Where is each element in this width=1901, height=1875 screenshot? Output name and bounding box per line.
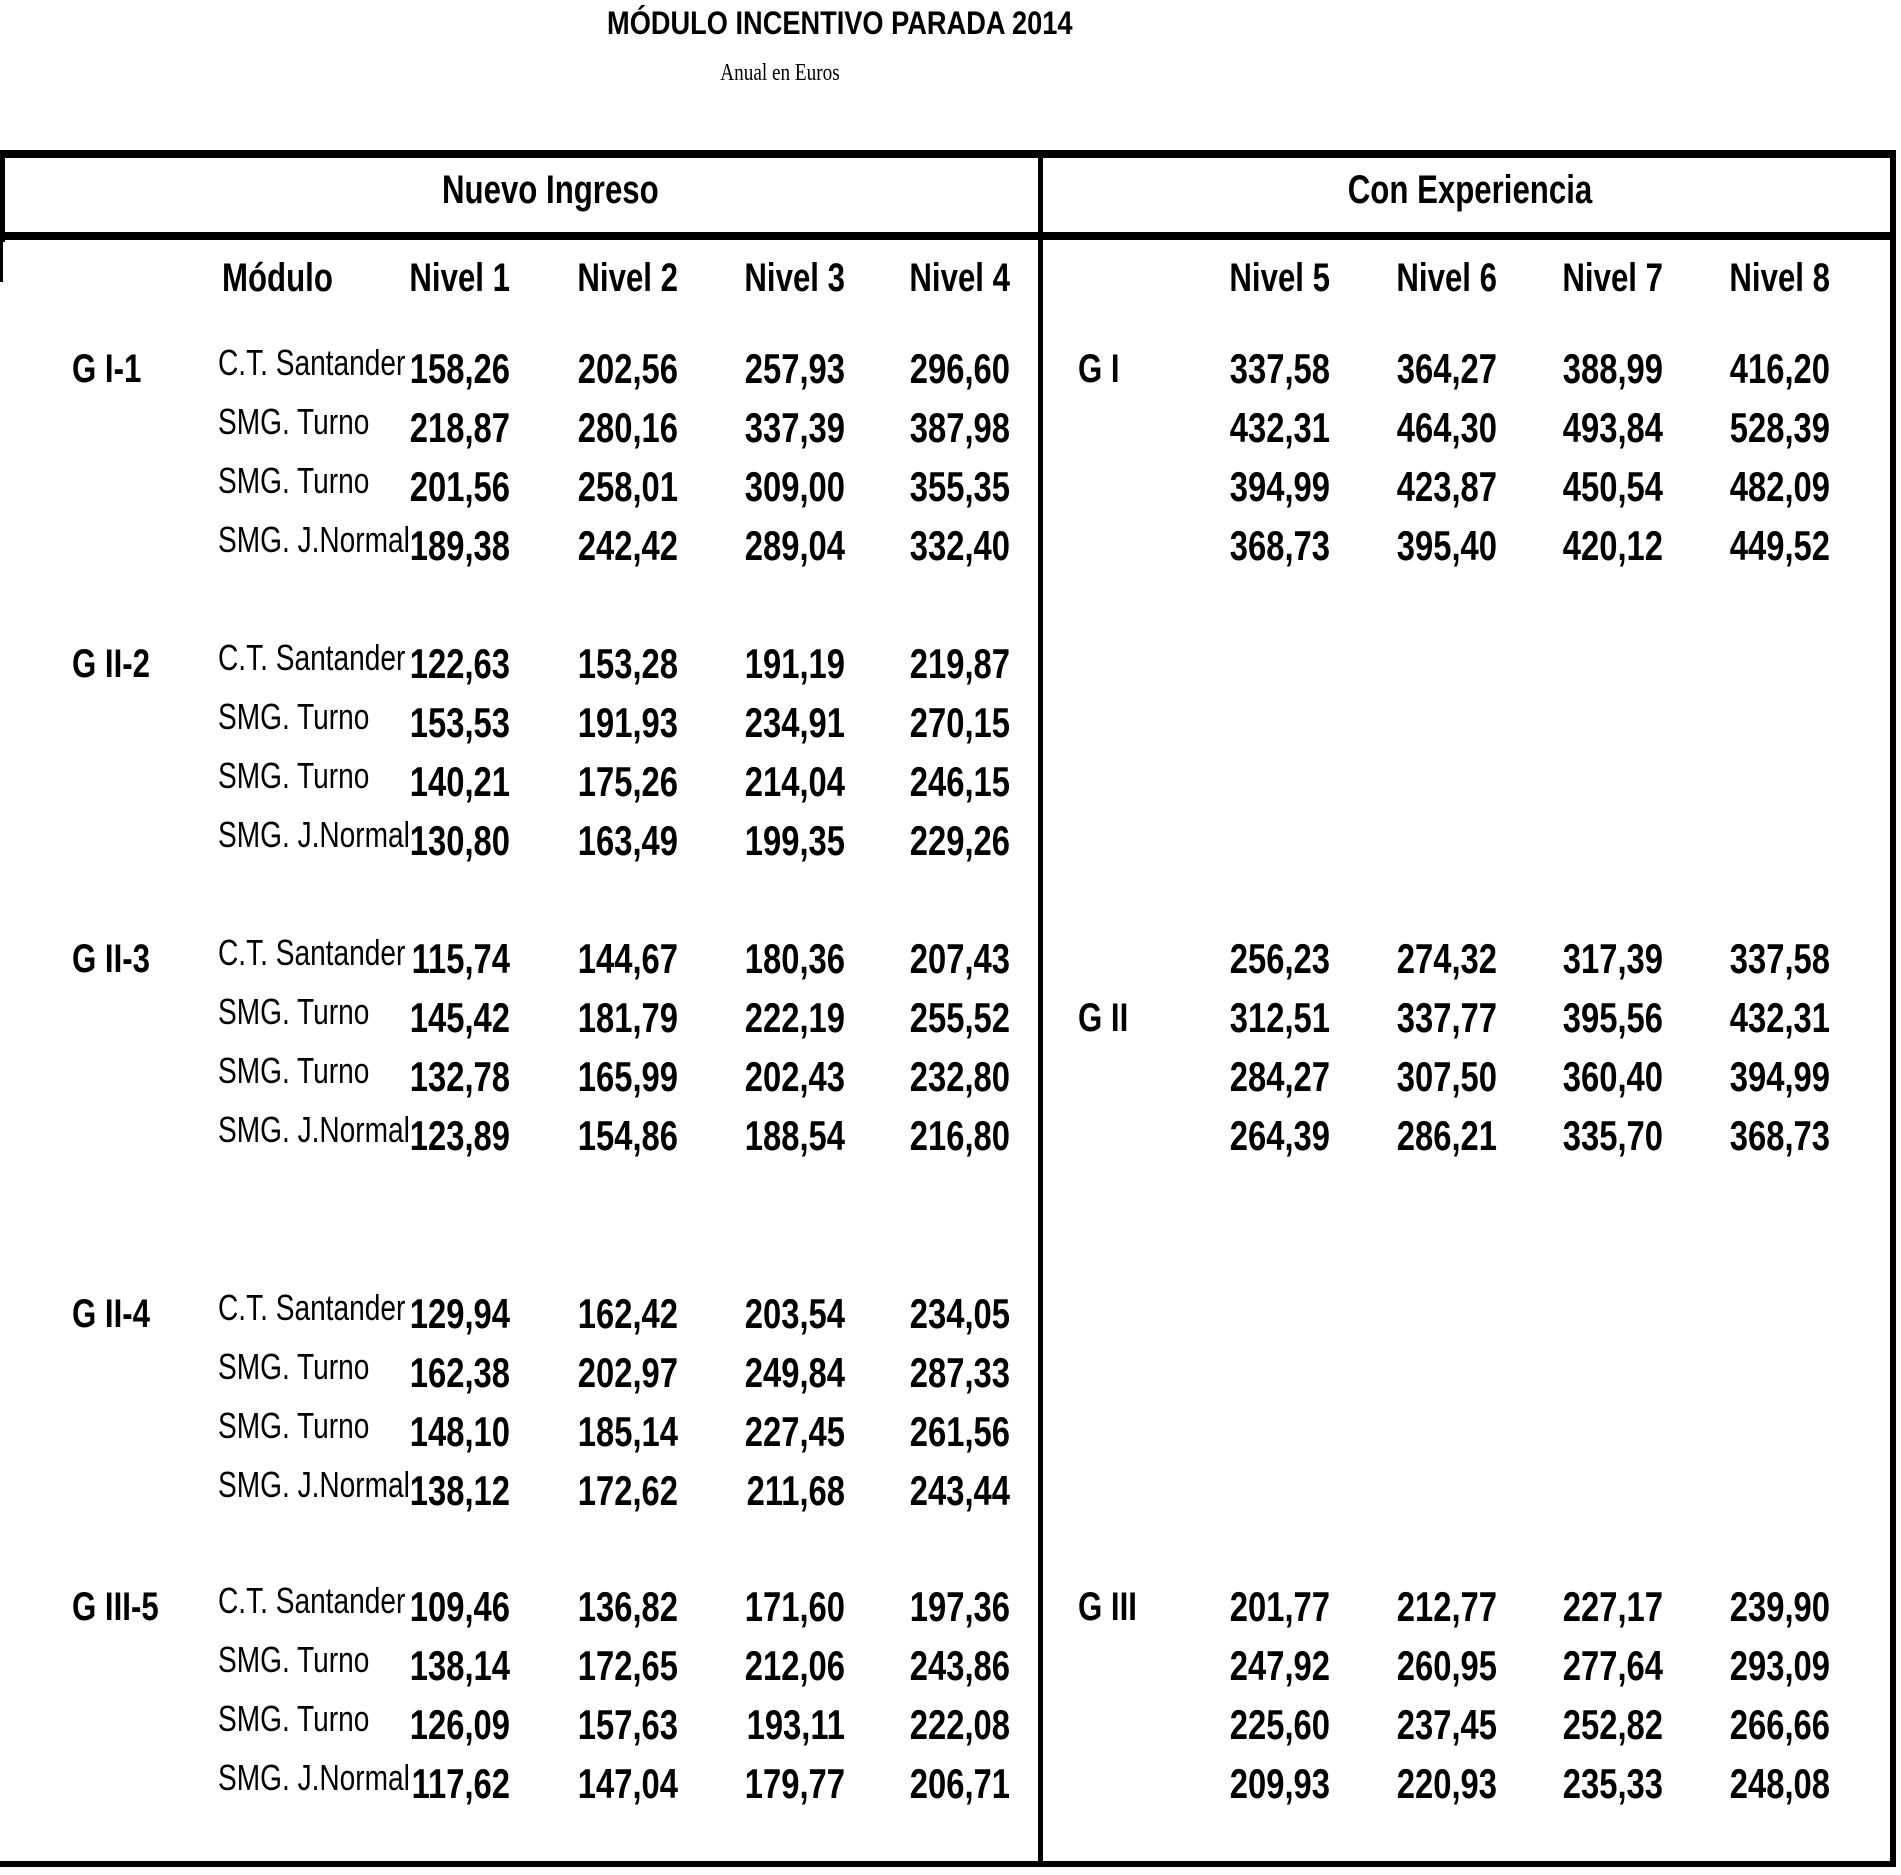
value-cell: 395,56 <box>1562 994 1663 1041</box>
column-header-nivel-5: Nivel 5 <box>1229 256 1330 300</box>
column-header-nivel-6: Nivel 6 <box>1396 256 1497 300</box>
page-subtitle: Anual en Euros <box>720 60 840 86</box>
value-cell: 317,39 <box>1562 935 1663 982</box>
value-cell: 202,43 <box>744 1053 845 1100</box>
value-cell: 153,28 <box>577 640 678 687</box>
value-cell: 246,15 <box>909 758 1010 805</box>
value-cell: 493,84 <box>1562 404 1663 451</box>
modulo-label: SMG. Turno <box>218 991 370 1032</box>
modulo-label: SMG. Turno <box>218 755 370 796</box>
frame-left-edge-tick <box>0 242 3 282</box>
value-cell: 286,21 <box>1396 1112 1497 1159</box>
modulo-label: SMG. Turno <box>218 401 370 442</box>
value-cell: 464,30 <box>1396 404 1497 451</box>
value-cell: 117,62 <box>411 1760 510 1807</box>
value-cell: 140,21 <box>409 758 510 805</box>
column-header-nivel-4: Nivel 4 <box>909 256 1010 300</box>
value-cell: 158,26 <box>409 345 510 392</box>
value-cell: 387,98 <box>909 404 1010 451</box>
value-cell: 274,32 <box>1396 935 1497 982</box>
value-cell: 309,00 <box>744 463 845 510</box>
value-cell: 229,26 <box>909 817 1010 864</box>
value-cell: 201,77 <box>1229 1583 1330 1630</box>
value-cell: 249,84 <box>744 1349 845 1396</box>
value-cell: 528,39 <box>1729 404 1830 451</box>
value-cell: 395,40 <box>1396 522 1497 569</box>
modulo-label: SMG. Turno <box>218 1405 370 1446</box>
value-cell: 482,09 <box>1729 463 1830 510</box>
value-cell: 172,65 <box>577 1642 678 1689</box>
value-cell: 232,80 <box>909 1053 1010 1100</box>
value-cell: 235,33 <box>1562 1760 1663 1807</box>
value-cell: 337,77 <box>1396 994 1497 1041</box>
value-cell: 185,14 <box>577 1408 678 1455</box>
column-header-nivel-2: Nivel 2 <box>577 256 678 300</box>
value-cell: 191,19 <box>744 640 845 687</box>
modulo-label: C.T. Santander <box>218 637 406 678</box>
value-cell: 212,77 <box>1396 1583 1497 1630</box>
modulo-label: C.T. Santander <box>218 1580 406 1621</box>
modulo-label: SMG. Turno <box>218 696 370 737</box>
value-cell: 256,23 <box>1229 935 1330 982</box>
value-cell: 180,36 <box>744 935 845 982</box>
modulo-label: SMG. Turno <box>218 1346 370 1387</box>
value-cell: 416,20 <box>1729 345 1830 392</box>
group-label: G II-4 <box>72 1292 151 1336</box>
value-cell: 360,40 <box>1562 1053 1663 1100</box>
value-cell: 148,10 <box>409 1408 510 1455</box>
value-cell: 307,50 <box>1396 1053 1497 1100</box>
value-cell: 165,99 <box>577 1053 678 1100</box>
group-label: G II <box>1078 996 1129 1040</box>
value-cell: 388,99 <box>1562 345 1663 392</box>
value-cell: 337,58 <box>1729 935 1830 982</box>
value-cell: 147,04 <box>577 1760 678 1807</box>
group-label: G III-5 <box>72 1585 159 1629</box>
value-cell: 332,40 <box>909 522 1010 569</box>
value-cell: 258,01 <box>577 463 678 510</box>
value-cell: 207,43 <box>909 935 1010 982</box>
value-cell: 126,09 <box>409 1701 510 1748</box>
value-cell: 432,31 <box>1729 994 1830 1041</box>
value-cell: 335,70 <box>1562 1112 1663 1159</box>
value-cell: 129,94 <box>409 1290 510 1337</box>
value-cell: 394,99 <box>1229 463 1330 510</box>
page-title: MÓDULO INCENTIVO PARADA 2014 <box>607 5 1073 41</box>
value-cell: 123,89 <box>409 1112 510 1159</box>
value-cell: 234,05 <box>909 1290 1010 1337</box>
section-divider <box>1038 150 1043 1867</box>
value-cell: 206,71 <box>909 1760 1010 1807</box>
modulo-label: SMG. J.Normal <box>218 1464 410 1505</box>
value-cell: 153,53 <box>409 699 510 746</box>
modulo-label: SMG. J.Normal <box>218 814 410 855</box>
value-cell: 171,60 <box>744 1583 845 1630</box>
column-header-nivel-1: Nivel 1 <box>409 256 510 300</box>
modulo-label: SMG. J.Normal <box>218 1757 410 1798</box>
value-cell: 432,31 <box>1229 404 1330 451</box>
value-cell: 220,93 <box>1396 1760 1497 1807</box>
value-cell: 225,60 <box>1229 1701 1330 1748</box>
group-label: G I <box>1078 347 1120 391</box>
value-cell: 270,15 <box>909 699 1010 746</box>
column-header-nivel-7: Nivel 7 <box>1562 256 1663 300</box>
value-cell: 193,11 <box>746 1701 845 1748</box>
value-cell: 289,04 <box>744 522 845 569</box>
value-cell: 296,60 <box>909 345 1010 392</box>
value-cell: 312,51 <box>1229 994 1330 1041</box>
value-cell: 197,36 <box>909 1583 1010 1630</box>
value-cell: 266,66 <box>1729 1701 1830 1748</box>
value-cell: 257,93 <box>744 345 845 392</box>
modulo-label: SMG. Turno <box>218 1050 370 1091</box>
group-label: G I-1 <box>72 347 142 391</box>
value-cell: 179,77 <box>744 1760 845 1807</box>
value-cell: 255,52 <box>909 994 1010 1041</box>
value-cell: 368,73 <box>1729 1112 1830 1159</box>
modulo-label: C.T. Santander <box>218 1287 406 1328</box>
column-header-nivel-3: Nivel 3 <box>744 256 845 300</box>
value-cell: 163,49 <box>577 817 678 864</box>
value-cell: 243,86 <box>909 1642 1010 1689</box>
value-cell: 222,08 <box>909 1701 1010 1748</box>
modulo-label: C.T. Santander <box>218 342 406 383</box>
value-cell: 154,86 <box>577 1112 678 1159</box>
value-cell: 337,39 <box>744 404 845 451</box>
column-header-modulo: Módulo <box>222 256 333 300</box>
value-cell: 191,93 <box>577 699 678 746</box>
modulo-label: SMG. Turno <box>218 460 370 501</box>
value-cell: 202,97 <box>577 1349 678 1396</box>
value-cell: 136,82 <box>577 1583 678 1630</box>
value-cell: 368,73 <box>1229 522 1330 569</box>
value-cell: 188,54 <box>744 1112 845 1159</box>
value-cell: 202,56 <box>577 345 678 392</box>
value-cell: 181,79 <box>577 994 678 1041</box>
value-cell: 115,74 <box>411 935 510 982</box>
value-cell: 261,56 <box>909 1408 1010 1455</box>
value-cell: 218,87 <box>409 404 510 451</box>
value-cell: 239,90 <box>1729 1583 1830 1630</box>
value-cell: 264,39 <box>1229 1112 1330 1159</box>
value-cell: 449,52 <box>1729 522 1830 569</box>
column-header-nivel-8: Nivel 8 <box>1729 256 1830 300</box>
value-cell: 219,87 <box>909 640 1010 687</box>
value-cell: 212,06 <box>744 1642 845 1689</box>
section-title-con-experiencia: Con Experiencia <box>1347 168 1593 212</box>
value-cell: 423,87 <box>1396 463 1497 510</box>
group-label: G II-3 <box>72 937 151 981</box>
value-cell: 222,19 <box>744 994 845 1041</box>
modulo-label: SMG. J.Normal <box>218 1109 410 1150</box>
group-label: G II-2 <box>72 642 151 686</box>
value-cell: 109,46 <box>409 1583 510 1630</box>
value-cell: 248,08 <box>1729 1760 1830 1807</box>
modulo-label: SMG. Turno <box>218 1639 370 1680</box>
value-cell: 138,14 <box>409 1642 510 1689</box>
value-cell: 214,04 <box>744 758 845 805</box>
value-cell: 201,56 <box>409 463 510 510</box>
value-cell: 227,17 <box>1562 1583 1663 1630</box>
group-label: G III <box>1078 1585 1137 1629</box>
value-cell: 211,68 <box>746 1467 845 1514</box>
value-cell: 242,42 <box>577 522 678 569</box>
value-cell: 209,93 <box>1229 1760 1330 1807</box>
value-cell: 277,64 <box>1562 1642 1663 1689</box>
value-cell: 287,33 <box>909 1349 1010 1396</box>
value-cell: 280,16 <box>577 404 678 451</box>
value-cell: 122,63 <box>409 640 510 687</box>
value-cell: 138,12 <box>409 1467 510 1514</box>
value-cell: 172,62 <box>577 1467 678 1514</box>
value-cell: 450,54 <box>1562 463 1663 510</box>
value-cell: 355,35 <box>909 463 1010 510</box>
value-cell: 144,67 <box>577 935 678 982</box>
value-cell: 189,38 <box>409 522 510 569</box>
value-cell: 162,38 <box>409 1349 510 1396</box>
value-cell: 293,09 <box>1729 1642 1830 1689</box>
value-cell: 227,45 <box>744 1408 845 1455</box>
value-cell: 199,35 <box>744 817 845 864</box>
value-cell: 157,63 <box>577 1701 678 1748</box>
value-cell: 237,45 <box>1396 1701 1497 1748</box>
value-cell: 203,54 <box>744 1290 845 1337</box>
value-cell: 420,12 <box>1562 522 1663 569</box>
header-separator <box>0 232 1896 240</box>
section-title-nuevo-ingreso: Nuevo Ingreso <box>442 168 659 212</box>
value-cell: 394,99 <box>1729 1053 1830 1100</box>
frame-left-edge <box>0 150 5 242</box>
modulo-label: SMG. Turno <box>218 1698 370 1739</box>
value-cell: 175,26 <box>577 758 678 805</box>
modulo-label: C.T. Santander <box>218 932 406 973</box>
value-cell: 247,92 <box>1229 1642 1330 1689</box>
value-cell: 243,44 <box>909 1467 1010 1514</box>
value-cell: 252,82 <box>1562 1701 1663 1748</box>
value-cell: 260,95 <box>1396 1642 1497 1689</box>
value-cell: 132,78 <box>409 1053 510 1100</box>
value-cell: 130,80 <box>409 817 510 864</box>
value-cell: 145,42 <box>409 994 510 1041</box>
value-cell: 162,42 <box>577 1290 678 1337</box>
modulo-label: SMG. J.Normal <box>218 519 410 560</box>
value-cell: 364,27 <box>1396 345 1497 392</box>
value-cell: 216,80 <box>909 1112 1010 1159</box>
value-cell: 284,27 <box>1229 1053 1330 1100</box>
value-cell: 337,58 <box>1229 345 1330 392</box>
value-cell: 234,91 <box>744 699 845 746</box>
